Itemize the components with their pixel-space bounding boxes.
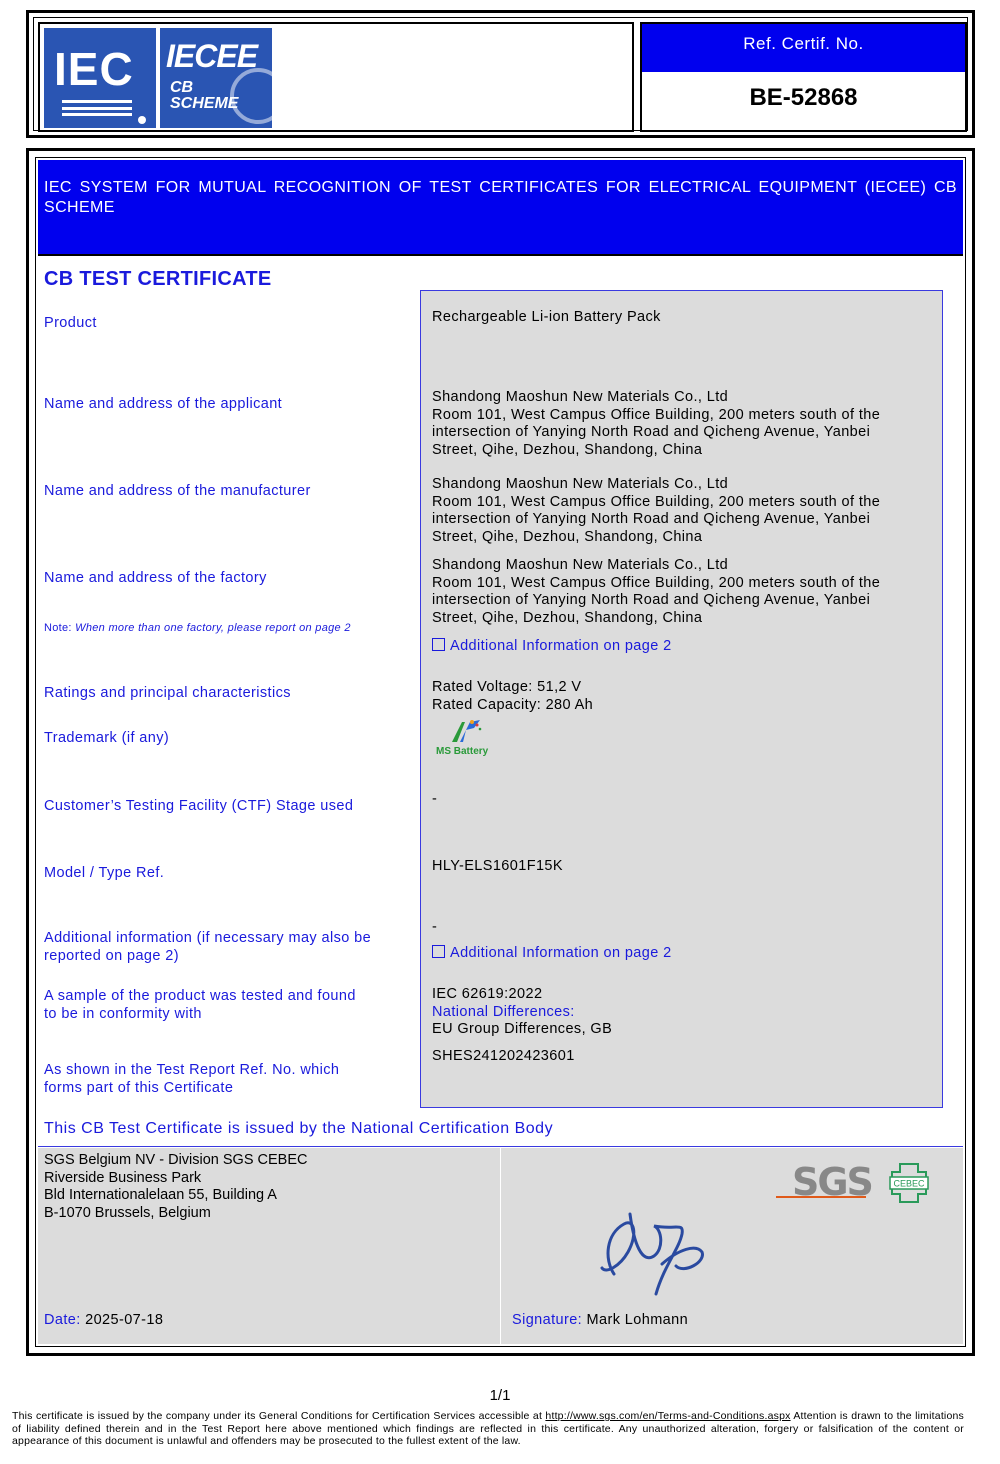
report-ref-value: SHES241202423601 bbox=[432, 1048, 575, 1064]
sgs-logo-underline bbox=[776, 1196, 866, 1198]
ref-certif-label: Ref. Certif. No. bbox=[642, 24, 965, 72]
applicant-label: Name and address of the applicant bbox=[44, 396, 283, 412]
manufacturer-label: Name and address of the manufacturer bbox=[44, 483, 311, 499]
checkbox-icon[interactable] bbox=[432, 945, 445, 958]
handwritten-signature bbox=[584, 1204, 734, 1304]
model-value: HLY-ELS1601F15K bbox=[432, 858, 563, 874]
ctf-label: Customer’s Testing Facility (CTF) Stage used bbox=[44, 798, 354, 814]
additional-info-checkbox-factory[interactable]: Additional Information on page 2 bbox=[432, 638, 672, 654]
signature-row bbox=[512, 1312, 688, 1328]
iecee-logo-text: IECEE bbox=[166, 38, 258, 74]
header-inner-frame bbox=[33, 17, 968, 131]
iecee-logo bbox=[160, 28, 272, 128]
certificate-header bbox=[26, 10, 975, 138]
trademark-text: MS Battery bbox=[436, 746, 489, 757]
date-value: 2025-07-18 bbox=[85, 1312, 164, 1328]
cebec-logo bbox=[886, 1160, 932, 1206]
conformity-standard: IEC 62619:2022 bbox=[432, 986, 543, 1002]
national-differences-label: National Differences: bbox=[432, 1003, 575, 1020]
checkbox-icon[interactable] bbox=[432, 638, 445, 651]
date-label: Date: bbox=[44, 1312, 81, 1328]
page-number: 1/1 bbox=[489, 1387, 511, 1404]
certificate-title: CB TEST CERTIFICATE bbox=[44, 268, 272, 290]
issuer-panel-divider bbox=[500, 1148, 501, 1344]
ratings-label: Ratings and principal characteristics bbox=[44, 685, 291, 701]
ref-certif-number: BE-52868 bbox=[749, 84, 858, 111]
date-row bbox=[44, 1312, 163, 1328]
terms-link[interactable]: http://www.sgs.com/en/Terms-and-Conditions.aspx bbox=[545, 1410, 791, 1422]
svg-text:CEBEC: CEBEC bbox=[893, 1178, 925, 1189]
iec-logo-dot bbox=[138, 116, 146, 124]
applicant-value: Shandong Maoshun New Materials Co., Ltd Room 101, West Campus Office Building, 200 meters south of the intersection of Yanying North Road and Qicheng Avenue, Yanbei Street, Qihe, Dezhou, Shandong, China bbox=[432, 389, 881, 458]
issuer-divider bbox=[38, 1146, 963, 1147]
sgs-logo bbox=[776, 1158, 872, 1208]
ms-battery-mark-icon bbox=[450, 718, 484, 744]
reference-box bbox=[640, 22, 967, 132]
signature-name: Mark Lohmann bbox=[586, 1312, 689, 1328]
ms-battery-trademark-logo bbox=[436, 716, 500, 762]
certificate-body bbox=[26, 148, 975, 1356]
sgs-logo-text: SGS bbox=[792, 1160, 872, 1204]
iec-logo-text: IEC bbox=[54, 43, 134, 95]
product-value: Rechargeable Li-ion Battery Pack bbox=[432, 309, 661, 325]
ratings-value: Rated Voltage: 51,2 V Rated Capacity: 280 Ah bbox=[432, 679, 594, 713]
factory-note: Note: When more than one factory, please report on page 2 bbox=[44, 622, 351, 634]
signature-label: Signature: bbox=[512, 1312, 583, 1328]
iec-logo-lines bbox=[62, 100, 132, 116]
report-ref-label: As shown in the Test Report Ref. No. which forms part of this Certificate bbox=[44, 1062, 340, 1096]
scheme-banner bbox=[38, 160, 963, 256]
model-label: Model / Type Ref. bbox=[44, 865, 165, 881]
certificate-body-inner bbox=[35, 157, 966, 1347]
factory-label: Name and address of the factory bbox=[44, 570, 267, 586]
signature-icon bbox=[584, 1204, 734, 1304]
logo-area bbox=[38, 22, 634, 132]
issuer-address: SGS Belgium NV - Division SGS CEBEC Riverside Business Park Bld Internationalelaan 55, Building A B-1070 Brussels, Belgium bbox=[44, 1152, 308, 1221]
scheme-title: IEC SYSTEM FOR MUTUAL RECOGNITION OF TEST CERTIFICATES FOR ELECTRICAL EQUIPMENT (IECEE) CB SCHEME bbox=[44, 179, 957, 216]
manufacturer-value: Shandong Maoshun New Materials Co., Ltd Room 101, West Campus Office Building, 200 meters south of the intersection of Yanying North Road and Qicheng Avenue, Yanbei Street, Qihe, Dezhou, Shandong, China bbox=[432, 476, 881, 545]
additional-info-checkbox[interactable]: Additional Information on page 2 bbox=[432, 945, 672, 961]
factory-value: Shandong Maoshun New Materials Co., Ltd Room 101, West Campus Office Building, 200 meters south of the intersection of Yanying North Road and Qicheng Avenue, Yanbei Street, Qihe, Dezhou, Shandong, China bbox=[432, 557, 881, 626]
cb-scheme-logo-text: CB SCHEME bbox=[170, 79, 239, 112]
issued-by-statement: This CB Test Certificate is issued by the National Certification Body bbox=[44, 1120, 554, 1137]
iec-logo bbox=[44, 28, 156, 128]
cebec-logo-icon bbox=[886, 1160, 932, 1206]
ctf-value: - bbox=[432, 791, 438, 807]
product-label: Product bbox=[44, 315, 97, 331]
additional-info-value: - bbox=[432, 919, 438, 935]
conformity-label: A sample of the product was tested and found to be in conformity with bbox=[44, 988, 356, 1022]
national-differences-value: EU Group Differences, GB bbox=[432, 1021, 613, 1037]
trademark-label: Trademark (if any) bbox=[44, 730, 170, 746]
additional-info-label: Additional information (if necessary may also be reported on page 2) bbox=[44, 930, 372, 964]
footer-disclaimer: This certificate is issued by the company under its General Conditions for Certification Services accessible at http://www.sgs.com/en/Terms-and-Conditions.aspx Attention is drawn to the limitations of liability defined therein and in the Test Report here above mentioned which findings are reflected in this certificate. Any unauthorized alteration, forgery or falsification of the content or appearance of this document is unlawful and offenders may be prosecuted to the fullest extent of the law. bbox=[12, 1410, 964, 1447]
conformity-value bbox=[432, 986, 937, 1039]
